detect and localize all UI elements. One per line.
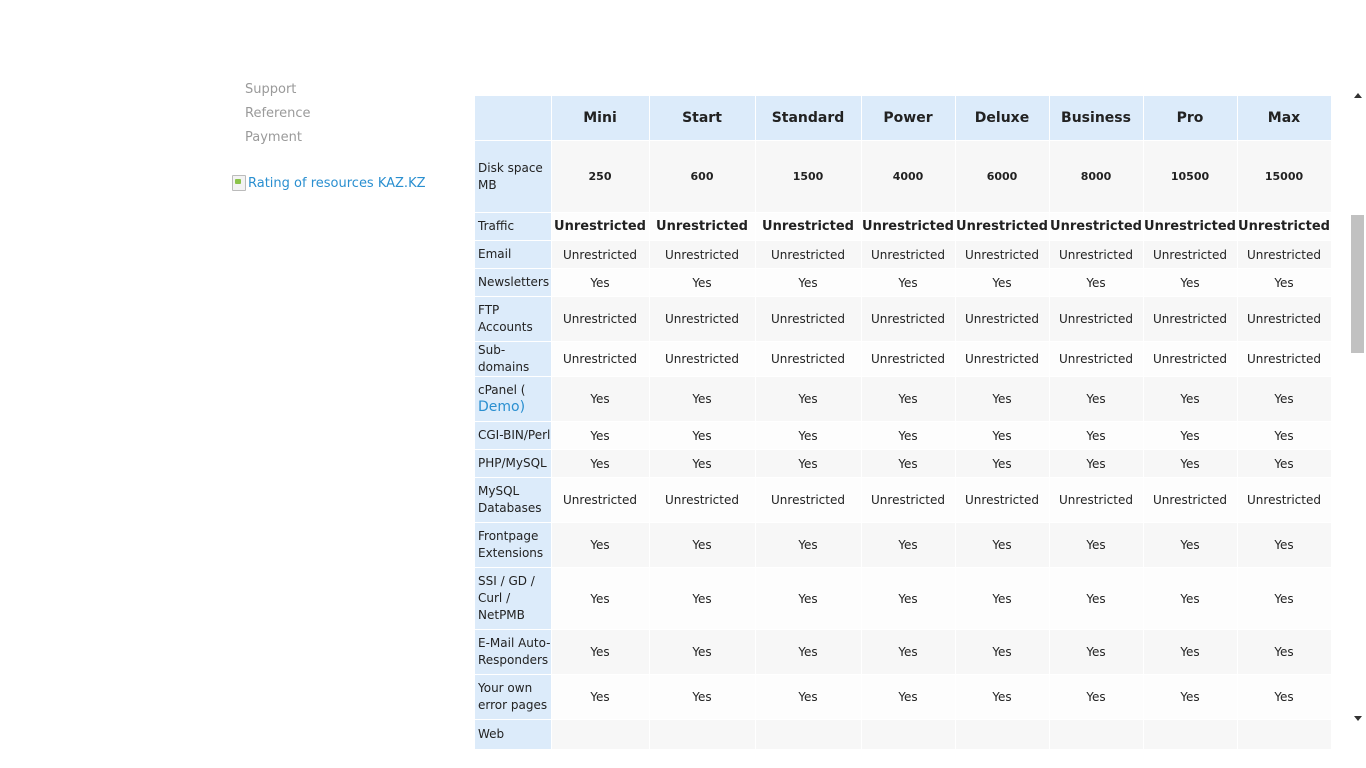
plan-value-cell: Yes <box>1049 450 1143 478</box>
plan-value-cell: Yes <box>755 675 861 720</box>
plan-value-cell: Yes <box>1049 568 1143 630</box>
plan-value-cell: Unrestricted <box>955 478 1049 523</box>
plan-value-cell: 250 <box>551 141 649 213</box>
plan-value-cell: Unrestricted <box>1049 342 1143 377</box>
feature-label-text: cPanel ( <box>478 383 526 397</box>
plan-value-cell: Unrestricted <box>551 213 649 241</box>
plan-value-cell: Unrestricted <box>861 241 955 269</box>
plan-header: Mini <box>551 96 649 141</box>
feature-label <box>475 630 551 675</box>
feature-label <box>475 422 551 450</box>
plan-value-cell: Yes <box>649 269 755 297</box>
table-body <box>475 141 1331 750</box>
plan-value-cell: 6000 <box>955 141 1049 213</box>
scroll-up-arrow-icon[interactable] <box>1354 93 1362 98</box>
plan-value-cell: Yes <box>955 675 1049 720</box>
plan-value-cell: Yes <box>955 568 1049 630</box>
plan-value-cell: Yes <box>861 269 955 297</box>
plan-value-cell: Yes <box>1237 450 1331 478</box>
plan-value-cell: 8000 <box>1049 141 1143 213</box>
feature-label <box>475 523 551 568</box>
plan-value-cell <box>551 720 649 750</box>
feature-label-text: E-Mail Auto-Responders <box>478 636 551 667</box>
plan-value-cell: Yes <box>755 523 861 568</box>
plan-value-cell: Yes <box>1049 377 1143 422</box>
table-row <box>475 342 1331 377</box>
plan-value-cell: Yes <box>551 568 649 630</box>
plan-value-cell: Yes <box>955 630 1049 675</box>
plan-value-cell: Yes <box>649 675 755 720</box>
plan-value-cell <box>861 720 955 750</box>
plan-value-cell: Unrestricted <box>1237 342 1331 377</box>
plan-value-cell: Yes <box>1237 568 1331 630</box>
feature-label-text: Newsletters <box>478 275 550 289</box>
plan-header: Power <box>861 96 955 141</box>
plan-value-cell: Unrestricted <box>1237 241 1331 269</box>
sidebar-link-reference[interactable]: Reference <box>245 106 311 121</box>
table-row <box>475 377 1331 422</box>
plan-value-cell: Yes <box>955 377 1049 422</box>
plan-value-cell: Unrestricted <box>649 241 755 269</box>
feature-label <box>475 478 551 523</box>
rating-kaz-link[interactable] <box>232 175 426 191</box>
plan-header-row <box>475 96 1331 141</box>
plan-value-cell: Yes <box>649 377 755 422</box>
plan-value-cell: Unrestricted <box>755 241 861 269</box>
plan-value-cell: Yes <box>551 523 649 568</box>
rating-kaz-label: Rating of resources KAZ.KZ <box>248 175 426 191</box>
plan-value-cell: Unrestricted <box>649 297 755 342</box>
plan-value-cell: Unrestricted <box>1049 297 1143 342</box>
plan-value-cell: Unrestricted <box>1237 297 1331 342</box>
plan-value-cell: Unrestricted <box>1049 241 1143 269</box>
plan-value-cell: 600 <box>649 141 755 213</box>
feature-label <box>475 450 551 478</box>
plan-value-cell: Yes <box>1237 523 1331 568</box>
broken-image-icon <box>232 175 246 191</box>
plan-value-cell: Yes <box>649 630 755 675</box>
table-row <box>475 141 1331 213</box>
plan-value-cell: Yes <box>861 568 955 630</box>
plan-value-cell: Yes <box>1143 422 1237 450</box>
plan-value-cell: Unrestricted <box>649 478 755 523</box>
plan-value-cell: Unrestricted <box>649 342 755 377</box>
table-corner <box>475 96 551 141</box>
plan-value-cell: Unrestricted <box>955 297 1049 342</box>
cpanel-demo-link[interactable]: Demo) <box>478 399 526 415</box>
plan-header: Standard <box>755 96 861 141</box>
feature-label <box>475 675 551 720</box>
plan-header: Business <box>1049 96 1143 141</box>
plan-value-cell: Unrestricted <box>755 478 861 523</box>
table-row <box>475 630 1331 675</box>
plan-value-cell: Unrestricted <box>1049 213 1143 241</box>
plan-value-cell: Yes <box>1143 269 1237 297</box>
plan-value-cell: Unrestricted <box>1237 213 1331 241</box>
plan-value-cell: Yes <box>1143 450 1237 478</box>
plan-value-cell: Unrestricted <box>1143 241 1237 269</box>
plan-value-cell: Unrestricted <box>1049 478 1143 523</box>
plan-value-cell: Yes <box>1143 630 1237 675</box>
feature-label-text: PHP/MySQL <box>478 456 547 470</box>
plan-value-cell: Unrestricted <box>755 297 861 342</box>
plan-value-cell: Yes <box>1143 675 1237 720</box>
plan-value-cell: Yes <box>1237 269 1331 297</box>
feature-label-text: Frontpage Extensions <box>478 529 544 560</box>
plan-value-cell: Unrestricted <box>955 241 1049 269</box>
plan-value-cell: Yes <box>551 422 649 450</box>
plan-value-cell: Unrestricted <box>955 342 1049 377</box>
plan-value-cell: Yes <box>551 675 649 720</box>
plan-value-cell: Yes <box>551 269 649 297</box>
plan-value-cell: Yes <box>1049 675 1143 720</box>
plan-value-cell: 15000 <box>1237 141 1331 213</box>
plan-value-cell: Unrestricted <box>649 213 755 241</box>
plan-value-cell: Yes <box>755 377 861 422</box>
plan-value-cell <box>649 720 755 750</box>
feature-label-text: Your own error pages <box>478 681 548 712</box>
feature-label <box>475 213 551 241</box>
plan-value-cell <box>1049 720 1143 750</box>
pricing-table <box>475 96 1332 750</box>
feature-label <box>475 568 551 630</box>
plan-value-cell: Unrestricted <box>861 478 955 523</box>
feature-label <box>475 720 551 750</box>
plan-value-cell: Unrestricted <box>861 342 955 377</box>
plan-value-cell: Yes <box>755 269 861 297</box>
plan-value-cell: Unrestricted <box>1143 478 1237 523</box>
plan-value-cell: Yes <box>755 422 861 450</box>
plan-value-cell: Yes <box>755 568 861 630</box>
sidebar-link-support[interactable]: Support <box>245 82 297 97</box>
plan-value-cell: Yes <box>861 377 955 422</box>
feature-label <box>475 241 551 269</box>
plan-value-cell: Yes <box>861 630 955 675</box>
feature-label <box>475 377 551 422</box>
plan-value-cell: Yes <box>861 422 955 450</box>
plan-value-cell: Yes <box>861 675 955 720</box>
sidebar-nav <box>245 78 310 150</box>
feature-label <box>475 269 551 297</box>
plan-header: Deluxe <box>955 96 1049 141</box>
plan-value-cell: Unrestricted <box>551 342 649 377</box>
plan-value-cell: Unrestricted <box>1143 297 1237 342</box>
plan-value-cell <box>1237 720 1331 750</box>
plan-value-cell: Yes <box>1237 675 1331 720</box>
plan-value-cell: 4000 <box>861 141 955 213</box>
plan-value-cell: Unrestricted <box>551 241 649 269</box>
plan-value-cell: Yes <box>755 630 861 675</box>
feature-label-text: FTP Accounts <box>478 303 533 334</box>
plan-value-cell: Unrestricted <box>861 297 955 342</box>
feature-label <box>475 141 551 213</box>
plan-value-cell: Yes <box>551 630 649 675</box>
plan-header: Max <box>1237 96 1331 141</box>
plan-value-cell: Unrestricted <box>551 478 649 523</box>
sidebar-link-payment[interactable]: Payment <box>245 130 302 145</box>
plan-header: Start <box>649 96 755 141</box>
table-row <box>475 720 1331 750</box>
plan-value-cell: Yes <box>649 422 755 450</box>
table-row <box>475 523 1331 568</box>
table-row <box>475 675 1331 720</box>
plan-value-cell: 1500 <box>755 141 861 213</box>
feature-label-text: CGI-BIN/Perl <box>478 428 551 442</box>
plan-value-cell: Yes <box>755 450 861 478</box>
plan-value-cell: Yes <box>955 450 1049 478</box>
plan-value-cell: Yes <box>1049 523 1143 568</box>
plan-value-cell: Unrestricted <box>1143 213 1237 241</box>
feature-label <box>475 342 551 377</box>
plan-value-cell <box>1143 720 1237 750</box>
table-row <box>475 269 1331 297</box>
plan-value-cell: Unrestricted <box>1143 342 1237 377</box>
plan-value-cell: Yes <box>551 377 649 422</box>
plan-value-cell: Yes <box>1143 377 1237 422</box>
plan-value-cell: Unrestricted <box>861 213 955 241</box>
table-row <box>475 568 1331 630</box>
plan-value-cell: Yes <box>551 450 649 478</box>
plan-value-cell: Yes <box>955 523 1049 568</box>
plan-value-cell: 10500 <box>1143 141 1237 213</box>
plan-value-cell: Unrestricted <box>755 342 861 377</box>
plan-value-cell: Yes <box>1143 523 1237 568</box>
table-row <box>475 422 1331 450</box>
plan-value-cell: Yes <box>861 450 955 478</box>
plan-value-cell: Yes <box>1237 422 1331 450</box>
table-row <box>475 450 1331 478</box>
plan-value-cell: Yes <box>955 269 1049 297</box>
table-row <box>475 478 1331 523</box>
plan-value-cell: Yes <box>1237 377 1331 422</box>
plan-value-cell: Unrestricted <box>551 297 649 342</box>
plan-value-cell <box>955 720 1049 750</box>
table-row <box>475 241 1331 269</box>
feature-label <box>475 297 551 342</box>
plan-value-cell: Unrestricted <box>1237 478 1331 523</box>
plan-value-cell: Unrestricted <box>755 213 861 241</box>
feature-label-text: Disk space MB <box>478 160 543 192</box>
table-row <box>475 213 1331 241</box>
plan-value-cell: Yes <box>1049 269 1143 297</box>
plan-value-cell: Yes <box>1049 422 1143 450</box>
plan-value-cell: Yes <box>1143 568 1237 630</box>
feature-label-text: MySQL Databases <box>478 484 542 515</box>
plan-value-cell: Yes <box>861 523 955 568</box>
plan-value-cell: Yes <box>1237 630 1331 675</box>
vertical-scrollbar[interactable] <box>1350 88 1366 728</box>
feature-label-text: Sub-domains <box>478 343 530 374</box>
feature-label-text: SSI / GD / Curl / NetPMB <box>478 574 535 622</box>
plan-value-cell: Yes <box>649 568 755 630</box>
feature-label-text: Web <box>478 727 505 741</box>
feature-label-text: Traffic <box>478 219 515 233</box>
plan-header: Pro <box>1143 96 1237 141</box>
plan-value-cell: Unrestricted <box>955 213 1049 241</box>
feature-label-text: Email <box>478 247 512 261</box>
scroll-down-arrow-icon[interactable] <box>1354 716 1362 721</box>
plan-value-cell <box>755 720 861 750</box>
plan-value-cell: Yes <box>649 450 755 478</box>
plan-value-cell: Yes <box>649 523 755 568</box>
plan-value-cell: Yes <box>955 422 1049 450</box>
plan-value-cell: Yes <box>1049 630 1143 675</box>
scrollbar-thumb[interactable] <box>1351 215 1364 353</box>
table-row <box>475 297 1331 342</box>
